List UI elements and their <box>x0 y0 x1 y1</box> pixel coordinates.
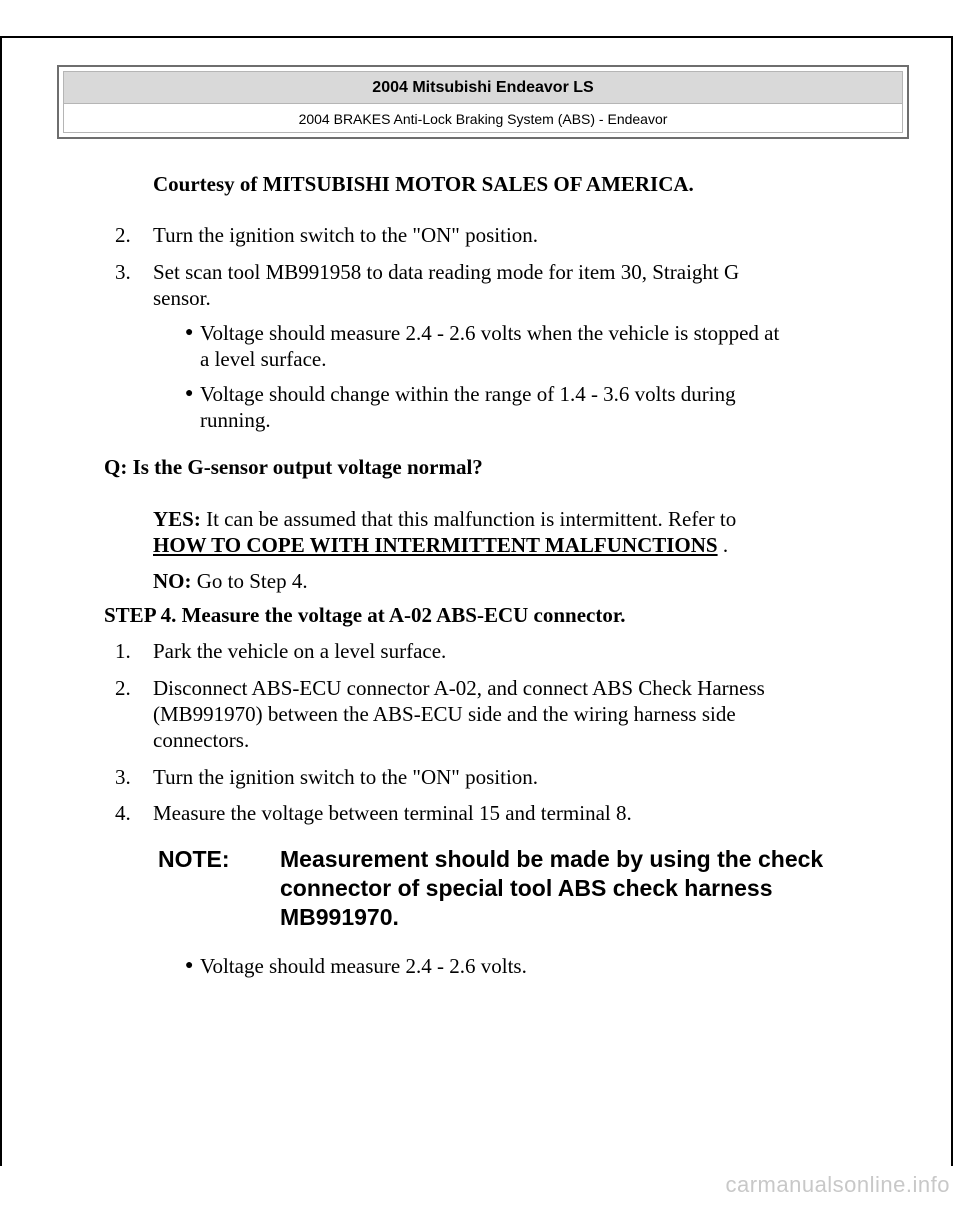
no-answer <box>153 567 308 595</box>
step-text: Park the vehicle on a level surface. <box>153 639 447 663</box>
bullet-text: Voltage should change within the range of 1.4 - 3.6 volts during <box>200 382 736 406</box>
header-inner <box>63 71 903 133</box>
step-text: Set scan tool MB991958 to data reading mode for item 30, Straight G <box>153 260 740 284</box>
note-text: MB991970. <box>280 904 399 930</box>
step-number: 3. <box>115 260 131 284</box>
note-label: NOTE: <box>158 846 230 872</box>
watermark: carmanualsonline.info <box>725 1172 950 1197</box>
step-text: Turn the ignition switch to the "ON" position. <box>153 223 539 247</box>
step-text: Disconnect ABS-ECU connector A-02, and connect ABS Check Harness <box>153 676 765 700</box>
step-number: 1. <box>115 639 131 663</box>
bullet-icon: ● <box>185 325 194 340</box>
question-heading: Q: Is the G-sensor output voltage normal? <box>104 455 483 479</box>
link-period: . <box>717 533 729 557</box>
note-text: Measurement should be made by using the check <box>280 846 824 872</box>
courtesy-caption: Courtesy of MITSUBISHI MOTOR SALES OF AMERICA. <box>153 172 694 196</box>
yes-link-line <box>153 531 728 559</box>
step-number: 2. <box>115 676 131 700</box>
no-label: NO: <box>153 569 192 593</box>
header-title: 2004 Mitsubishi Endeavor LS <box>64 72 902 104</box>
bullet-text: running. <box>200 408 271 432</box>
step-number: 2. <box>115 223 131 247</box>
step-text: sensor. <box>153 286 211 310</box>
document-header <box>57 65 909 139</box>
bullet-text: Voltage should measure 2.4 - 2.6 volts when the vehicle is stopped at <box>200 321 780 345</box>
note-text: connector of special tool ABS check harness <box>280 875 773 901</box>
step-text: Turn the ignition switch to the "ON" position. <box>153 765 539 789</box>
step-text: Measure the voltage between terminal 15 and terminal 8. <box>153 801 632 825</box>
bullet-icon: ● <box>185 958 194 973</box>
bullet-icon: ● <box>185 386 194 401</box>
header-subtitle: 2004 BRAKES Anti-Lock Braking System (ABS) - Endeavor <box>298 111 668 127</box>
step-number: 3. <box>115 765 131 789</box>
yes-text: It can be assumed that this malfunction is intermittent. Refer to <box>200 507 737 531</box>
step-text: connectors. <box>153 728 250 752</box>
bullet-text: Voltage should measure 2.4 - 2.6 volts. <box>200 954 527 978</box>
intermittent-malfunctions-link[interactable]: HOW TO COPE WITH INTERMITTENT MALFUNCTIONS <box>153 533 718 557</box>
yes-label: YES: <box>153 507 201 531</box>
yes-answer <box>153 505 736 533</box>
no-text: Go to Step 4. <box>191 569 308 593</box>
step4-heading: STEP 4. Measure the voltage at A-02 ABS-ECU connector. <box>104 603 626 627</box>
step-number: 4. <box>115 801 131 825</box>
step-text: (MB991970) between the ABS-ECU side and the wiring harness side <box>153 702 736 726</box>
bullet-text: a level surface. <box>200 347 327 371</box>
